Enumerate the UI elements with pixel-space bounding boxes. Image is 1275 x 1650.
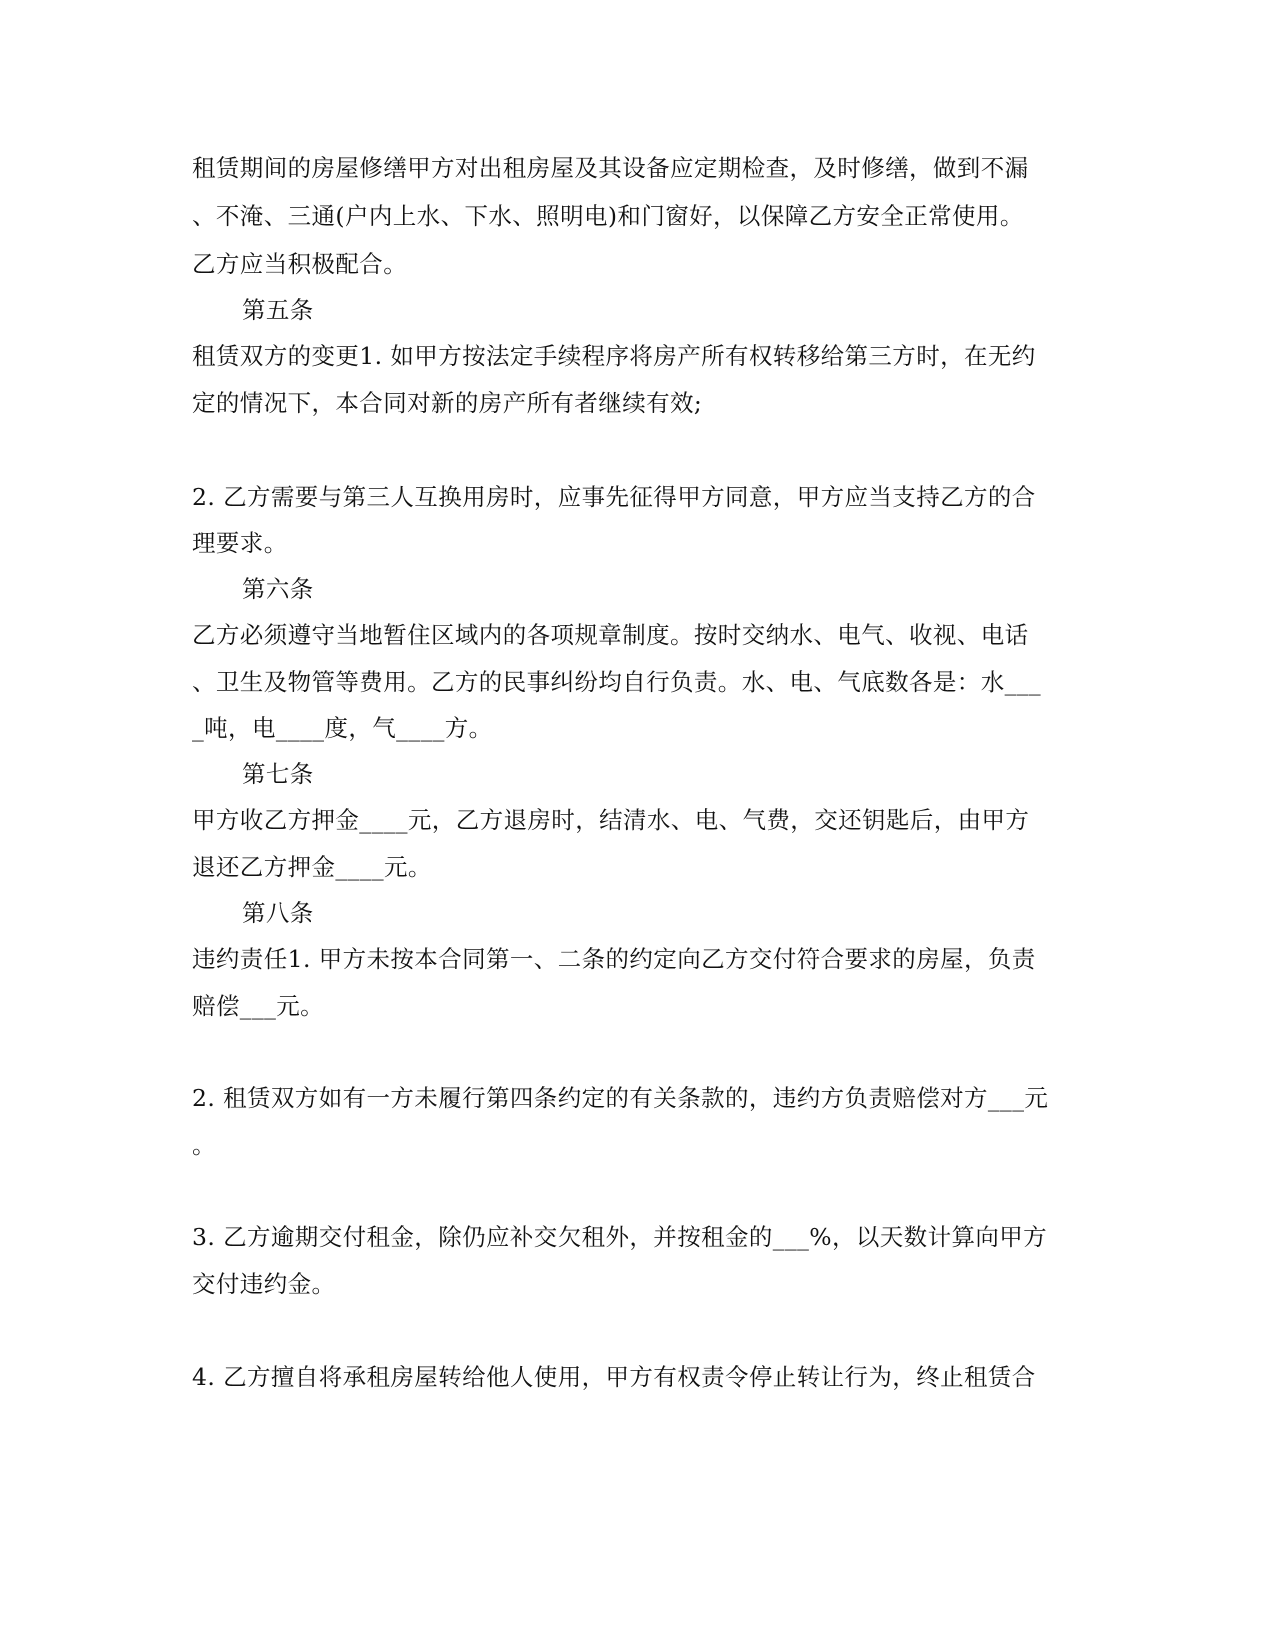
body-text-line: 交付违约金。 — [192, 1270, 336, 1298]
body-text-line: 乙方必须遵守当地暂住区域内的各项规章制度。按时交纳水、电气、收视、电话 — [192, 621, 1029, 649]
body-text-line: 定的情况下，本合同对新的房产所有者继续有效; — [192, 389, 703, 417]
body-text-line: 退还乙方押金____元。 — [192, 853, 432, 881]
article-heading-6: 第六条 — [242, 575, 314, 603]
body-text-line: 4. 乙方擅自将承租房屋转给他人使用，甲方有权责令停止转让行为，终止租赁合 — [192, 1363, 1036, 1391]
article-heading-8: 第八条 — [242, 899, 314, 927]
body-text-line: 3. 乙方逾期交付租金，除仍应补交欠租外，并按租金的___%，以天数计算向甲方 — [192, 1223, 1048, 1251]
body-text-line: 甲方收乙方押金____元，乙方退房时，结清水、电、气费，交还钥匙后，由甲方 — [192, 806, 1030, 834]
body-text-line: 理要求。 — [192, 529, 288, 557]
body-text-line: 租赁双方的变更1. 如甲方按法定手续程序将房产所有权转移给第三方时，在无约 — [192, 342, 1036, 370]
body-text-line: _吨，电____度，气____方。 — [192, 714, 493, 742]
body-text-line: 、卫生及物管等费用。乙方的民事纠纷均自行负责。水、电、气底数各是：水___ — [192, 668, 1042, 696]
body-text-line: 赔偿___元。 — [192, 992, 325, 1020]
body-text-line: 2. 租赁双方如有一方未履行第四条约定的有关条款的，违约方负责赔偿对方___元 — [192, 1084, 1049, 1112]
body-text-line: 。 — [192, 1131, 216, 1159]
article-heading-7: 第七条 — [242, 760, 314, 788]
body-text-line: 乙方应当积极配合。 — [192, 250, 408, 278]
article-heading-5: 第五条 — [242, 296, 314, 324]
body-text-line: 2. 乙方需要与第三人互换用房时，应事先征得甲方同意，甲方应当支持乙方的合 — [192, 483, 1036, 511]
body-text-line: 租赁期间的房屋修缮甲方对出租房屋及其设备应定期检查，及时修缮，做到不漏 — [192, 154, 1029, 182]
body-text-line: 违约责任1. 甲方未按本合同第一、二条的约定向乙方交付符合要求的房屋，负责 — [192, 945, 1036, 973]
body-text-line: 、不淹、三通(户内上水、下水、照明电)和门窗好，以保障乙方安全正常使用。 — [192, 202, 1024, 230]
